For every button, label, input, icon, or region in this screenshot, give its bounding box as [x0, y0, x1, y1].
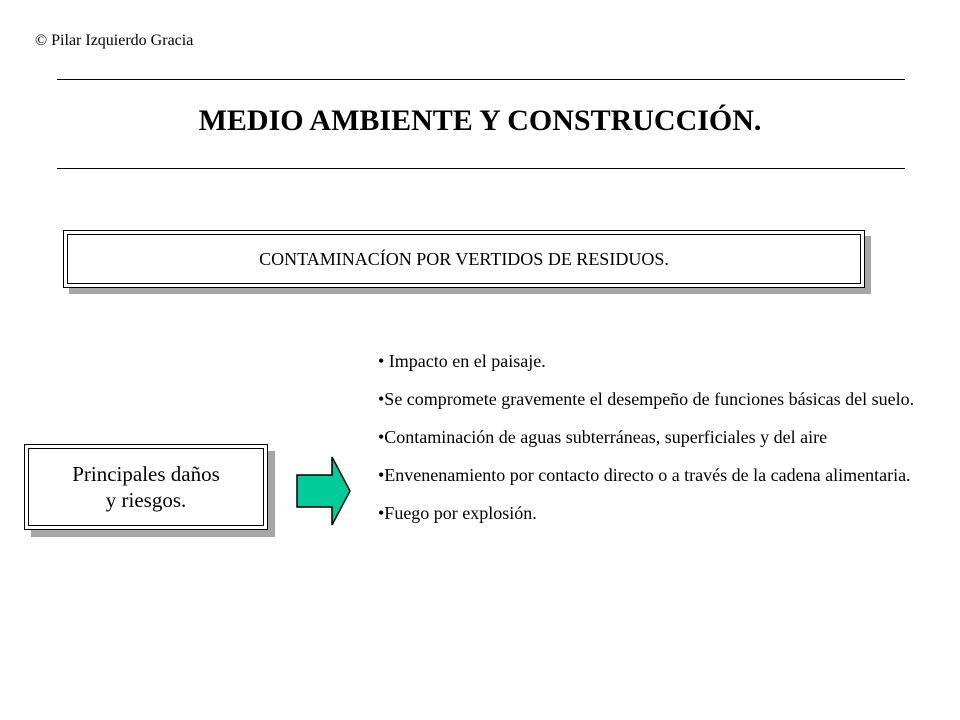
bullet-list: [378, 350, 918, 525]
risk-box-line2: y riesgos.: [105, 488, 187, 512]
bullet-item: •Se compromete gravemente el desempeño de funciones básicas del suelo.: [378, 389, 915, 409]
risk-box-label: [72, 461, 220, 513]
right-arrow-icon: [296, 455, 352, 527]
right-arrow-shape: [297, 457, 350, 525]
bullet-item: •Fuego por explosión.: [378, 503, 537, 523]
title-top-rule: [57, 79, 905, 80]
title-bottom-rule: [57, 168, 905, 169]
bullet-item: •Envenenamiento por contacto directo o a través de la cadena alimentaria.: [378, 465, 911, 485]
risk-box-frame: [24, 444, 268, 530]
bullet-item: • Impacto en el paisaje.: [378, 351, 546, 371]
section-heading: CONTAMINACÍON POR VERTIDOS DE RESIDUOS.: [259, 248, 669, 269]
bullet-item: •Contaminación de aguas subterráneas, superficiales y del aire: [378, 427, 828, 447]
page-title: MEDIO AMBIENTE Y CONSTRUCCIÓN.: [198, 104, 762, 137]
risk-box-line1: Principales daños: [72, 462, 220, 486]
section-heading-frame: [63, 230, 865, 288]
copyright-notice: © Pilar Izquierdo Gracia: [35, 32, 194, 49]
